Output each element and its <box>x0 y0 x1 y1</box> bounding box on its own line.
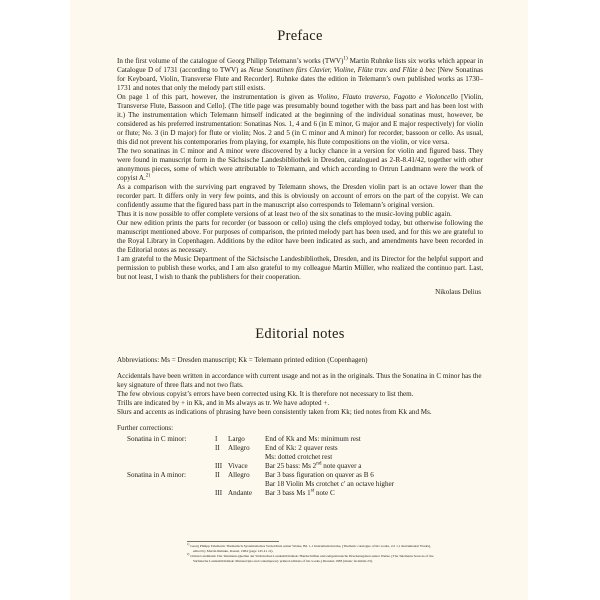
correction-tempo: Andante <box>228 489 253 497</box>
correction-description: Bar 25 bass: Ms 2nd note quaver a <box>265 460 362 470</box>
correction-movement: I <box>215 435 218 443</box>
preface-paragraph-1: In the first volume of the catalogue of Georg Philipp Telemann’s works (TWV)$^{1)}$ Martin Ruhnke lists six works which appear in Catalogue D of 1731 (according to TWV) as Neue Sonatinen fürs Clavier, Violine, Flüte trav. and Flüte à bec [New Sonatinas for Keyboard, Violin, Transverse Flute and Recorder]. Ruhnke dates the edition in Telemann’s own published works as 1730–1731 and notes that only the melody part still exists. <box>117 55 483 92</box>
correction-description: End of Kk and Ms: minimum rest <box>265 435 361 443</box>
editorial-note-3: Trills are indicated by + in Kk, and in Ms always as tr. We have adopted +. <box>117 399 330 407</box>
correction-work: Sonatina in C minor: <box>127 435 187 443</box>
preface-paragraph-6: Our new edition prints the parts for recorder (or bassoon or cello) using the clefs employed today, but otherwise following the manuscript mentioned above. For purposes of comparison, the printed melody part has been used, and for this we are grateful to the Royal Library in Copenhagen. Additions by the editor have been indicated as such, and amendments have been recorded in the Editorial notes as necessary. <box>117 219 483 254</box>
further-corrections-label: Further corrections: <box>117 424 174 432</box>
footnote-2 <box>187 554 565 563</box>
footnote-marker-1: 1) <box>187 542 190 546</box>
preface-paragraph-5: Thus it is now possible to offer complete versions of at least two of the six sonatinas to the music-loving public again. <box>117 210 452 218</box>
correction-tempo: Allegro <box>228 444 250 452</box>
correction-movement: II <box>215 471 220 479</box>
correction-tempo <box>228 453 265 462</box>
footnote-1-line-2: edited by Martin Ruhnke, Kassel, 1984 (page 145 41 c2). <box>193 548 274 553</box>
footnote-marker-2: 2) <box>187 553 190 557</box>
table-row <box>127 471 394 480</box>
preface-paragraph-4: As a comparison with the surviving part engraved by Telemann shows, the Dresden violin part is an octave lower than the recorder part. It differs only in very few points, and this is obviously on account of errors on the part of the copyist. We can confidently assume that the figured bass part in the manuscript also corresponds to Telemann’s original version. <box>117 183 483 209</box>
editorial-note-2: The few obvious copyist’s errors have been corrected using Kk. It is therefore not necessary to list them. <box>117 390 414 398</box>
preface-signature: Nikolaus Delius <box>435 288 481 296</box>
correction-movement <box>215 453 228 462</box>
footnote-rule <box>187 541 279 542</box>
page-content <box>117 28 483 498</box>
correction-tempo: Vivace <box>228 462 248 470</box>
correction-tempo: Largo <box>228 435 245 443</box>
editorial-notes-section <box>117 326 483 498</box>
correction-tempo <box>228 480 265 489</box>
correction-work <box>127 462 215 471</box>
table-row <box>127 489 394 498</box>
editorial-note-4: Slurs and accents as indications of phrasing have been consistently taken from Kk; tied notes from Kk and Ms. <box>117 408 432 416</box>
correction-movement: III <box>215 462 223 470</box>
table-row <box>127 480 394 489</box>
table-row <box>127 435 394 444</box>
correction-work <box>127 480 215 489</box>
correction-work <box>127 489 215 498</box>
correction-description: Bar 18 Violin Ms crotchet c′ an octave higher <box>265 480 395 488</box>
footnote-ref-2: 2) <box>145 172 151 179</box>
correction-description: Ms: dotted crotchet rest <box>265 453 333 461</box>
correction-movement: II <box>215 444 220 452</box>
correction-description: Bar 3 bass Ms 1st note C <box>265 487 335 497</box>
footnotes-area <box>187 541 565 565</box>
correction-tempo: Allegro <box>228 471 250 479</box>
document-page <box>70 0 528 600</box>
correction-movement: III <box>215 489 223 497</box>
correction-work <box>127 453 215 462</box>
table-row <box>127 444 394 453</box>
correction-description: Bar 3 bass figuration on quaver as B 6 <box>265 471 374 479</box>
editorial-notes-title: Editorial notes <box>255 326 345 342</box>
footnote-2-line-2: Sächsische Landesbibliothek: Manuscripts and contemporary printed editions of his works.] Dresden 1983 (music facsimile 23). <box>193 558 373 563</box>
correction-description: End of Kk: 2 quaver rests <box>265 444 338 452</box>
table-row <box>127 453 394 462</box>
footnote-2-line-1: Ortrun Landmann: Die Telemann-Quellen der Sächsischen Landesbibliothek: Handschriften und zeitgenössische Druckausgaben seiner Werke. [The Telemann Sources of the <box>190 554 434 559</box>
abbreviations-line: Abbreviations: Ms = Dresden manuscript; Kk = Telemann printed edition (Copenhagen) <box>117 356 368 364</box>
correction-work <box>127 444 215 453</box>
footnote-1-line-1: Georg Philipp Telemann: Thematisch-Systematisches Verzeichnis seiner Werke, Bd. 1,1 Instrumentalwerke, [Thematic catalogue of his works, vol 1,1 Instrumental Works], <box>190 544 431 548</box>
footnote-ref-1: 1) <box>343 55 348 62</box>
table-row <box>127 462 394 471</box>
preface-paragraph-3: The two sonatinas in C minor and A minor were discovered by a lucky chance in a version for violin and figured bass. They were found in manuscript form in the Sächsische Landesbibliothek in Dresden, catalogued as 2-R-8.41/42, together with other anonymous pieces, some of which were attributable to Telemann, and which according to Ortrun Landmann were the work of copyist A.$^{2)}$ <box>117 147 483 182</box>
correction-work: Sonatina in A minor: <box>127 471 186 479</box>
footnote-1 <box>187 544 565 553</box>
editorial-note-1: Accidentals have been written in accordance with current usage and not as in the originals. Thus the Sonatina in C minor has the key signature of three flats and not two flats. <box>117 372 482 389</box>
correction-movement <box>215 480 228 489</box>
preface-title: Preface <box>277 28 323 44</box>
preface-paragraph-2: On page 1 of this part, however, the instrumentation is given as Violino, Flauto traverso, Fagotto e Violoncello [Violin, Transverse Flute, Bassoon and Cello]. (The title page was presumably bound together with the bass part and has been lost with it.) The instrumentation which Telemann himself indicated at the beginning of the individual sonatinas must, however, be considered as his preferred instrumentation: Sonatinas Nos. 1, 4 and 6 (in E minor, G major and E major respectively) for violin or flute; No. 3 (in D major) for flute or violin; Nos. 2 and 5 (in C minor and A minor) for recorder, bassoon or cello. As usual, this did not prevent his contemporaries from playing, for example, his flute compositions on the violin, or vice versa. <box>117 93 483 146</box>
corrections-table-body <box>127 435 394 498</box>
corrections-table <box>127 435 394 498</box>
preface-paragraph-7: I am grateful to the Music Department of the Sächsische Landesbibliothek, Dresden, and its Director for the helpful support and permission to publish these works, and I am also grateful to my colleague Martin Müller, who realized the continuo part. Last, but not least, I wish to thank the publishers for their cooperation. <box>117 255 483 281</box>
